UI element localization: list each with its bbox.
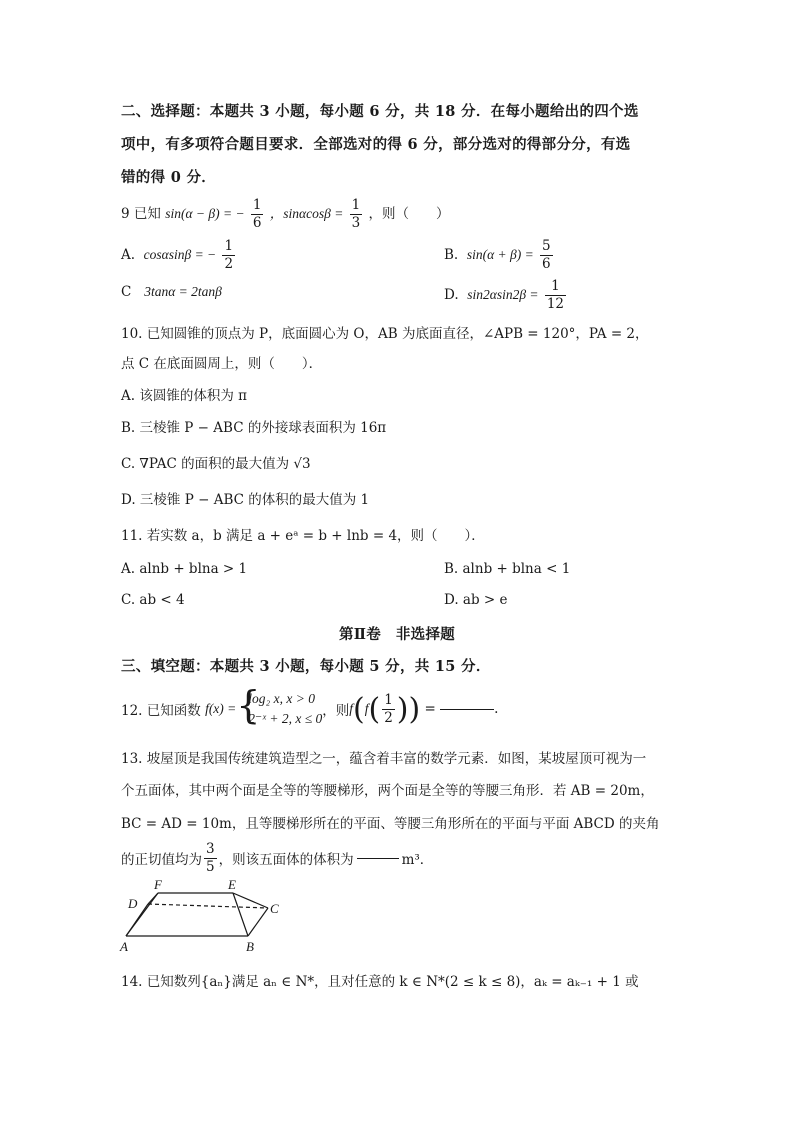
vertex-label-d: D (128, 896, 138, 911)
section2-heading-line2: 项中，有多项符合题目要求．全部选对的得 6 分，部分选对的得部分分，有选 (121, 136, 631, 153)
question-10-option-d: D. 三棱锥 P − ABC 的体积的最大值为 1 (121, 492, 370, 508)
question-13-line4: 的正切值均为 $\frac{3}{5}$ ，则该五面体的体积为 m³． (121, 840, 434, 875)
vertex-label-a: A (120, 939, 128, 954)
question-14-line1: 14. 已知数列{aₙ}满足 aₙ ∈ N*，且对任意的 k ∈ N*(2 ≤ k ≤ 8)，aₖ = aₖ₋₁ + 1 或 (121, 974, 639, 990)
question-13-line2: 个五面体，其中两个面是全等的等腰梯形，两个面是全等的等腰三角形．若 AB = 20m， (121, 783, 654, 799)
section2-heading-line3: 错的得 0 分． (121, 169, 217, 186)
fraction-1-6: $\frac{1}{6}$ (252, 197, 262, 231)
answer-blank[interactable] (440, 709, 494, 710)
fraction-3-5: $\frac{3}{5}$ (206, 840, 215, 875)
section2-heading-line1: 二、选择题：本题共 3 小题，每小题 6 分，共 18 分．在每小题给出的四个选 (121, 103, 639, 120)
question-tail: ，则（ ） (368, 206, 450, 222)
edge-ec (233, 893, 268, 908)
question-10-option-c: C. ∇PAC 的面积的最大值为 √3 (121, 456, 311, 472)
vertex-label-c: C (270, 901, 279, 916)
question-10-option-a: A. 该圆锥的体积为 π (121, 388, 247, 404)
question-9-option-d: D. sin2αsin2β = $\frac{1}{12}$ (444, 278, 565, 312)
question-10-stem-line2: 点 C 在底面圆周上，则（ ）． (121, 356, 323, 372)
answer-blank[interactable] (357, 858, 399, 859)
question-11-option-a: A. alnb + blna > 1 (121, 561, 248, 577)
question-11-option-d: D. ab > e (444, 592, 508, 608)
part-2-title: 第Ⅱ卷 非选择题 (338, 626, 456, 643)
question-13-line1: 13. 坡屋顶是我国传统建筑造型之一，蕴含着丰富的数学元素．如图，某坡屋顶可视为一 (121, 751, 647, 767)
question-11-option-c: C. ab < 4 (121, 592, 185, 608)
vertex-label-e: E (228, 877, 236, 892)
section3-heading: 三、填空题：本题共 3 小题，每小题 5 分，共 15 分． (121, 658, 491, 675)
roof-pentahedron-figure (118, 876, 288, 956)
question-9-option-c: C 3tanα = 2tanβ (121, 284, 222, 300)
fraction-1-3: $\frac{1}{3}$ (351, 197, 361, 231)
question-lead: 已知 (133, 206, 161, 222)
question-10-option-b: B. 三棱锥 P − ABC 的外接球表面积为 16π (121, 420, 387, 436)
question-number: 9 (121, 206, 130, 222)
edge-eb (233, 893, 248, 936)
edge-cb (248, 908, 268, 936)
question-13-line3: BC = AD = 10m，且等腰梯形所在的平面、等腰三角形所在的平面与平面 ABCD 的夹角 (121, 816, 660, 832)
question-11-option-b: B. alnb + blna < 1 (444, 561, 571, 577)
question-12: 12. 已知函数 f(x) = { log₂ x, x > 0 2⁻ˣ + 2, x ≤ 0 ，则 f ( f ( $\frac{1}{2}$ ) ) = . (121, 683, 499, 727)
question-10-stem-line1: 10. 已知圆锥的顶点为 P，底面圆心为 O，AB 为底面直径，∠APB = 120°，PA = 2， (121, 326, 649, 342)
hidden-edge-dc (148, 904, 268, 908)
condition-2: ，sinαcosβ = (269, 206, 344, 221)
piecewise-cases: { log₂ x, x > 0 2⁻ˣ + 2, x ≤ 0 (236, 683, 323, 727)
condition-1: sin(α − β) = − (165, 206, 245, 221)
question-11-stem: 11. 若实数 a，b 满足 a + eᵃ = b + lnb = 4，则（ ）． (121, 528, 485, 544)
vertex-label-f: F (154, 877, 162, 892)
question-9-option-b: B. sin(α + β) = $\frac{5}{6}$ (444, 238, 551, 272)
vertex-label-b: B (246, 939, 254, 954)
question-9-stem (121, 197, 450, 232)
question-9-option-a: A. cosαsinβ = − $\frac{1}{2}$ (121, 238, 234, 272)
